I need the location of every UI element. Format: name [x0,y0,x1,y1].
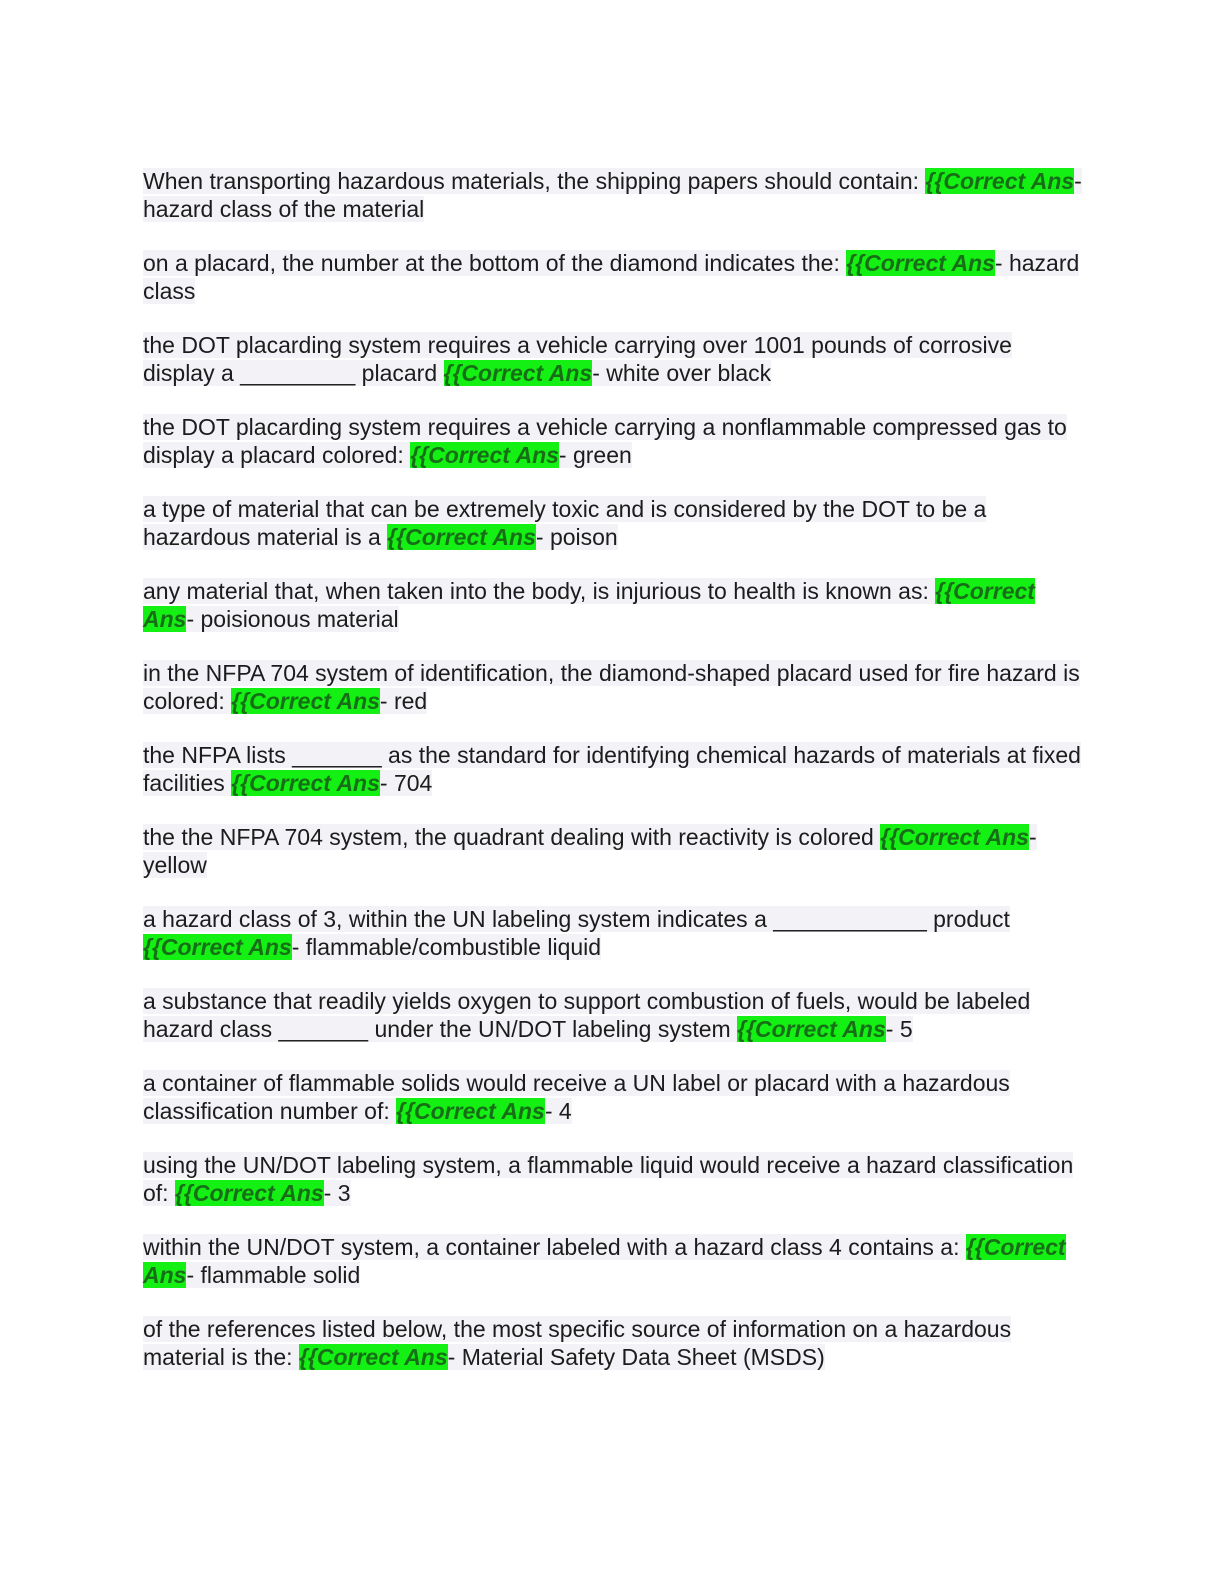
answer-text: - white over black [592,359,772,386]
qa-item-8 [143,742,1083,797]
question-text: on a placard, the number at the bottom of the diamond indicates the: [143,250,847,276]
question-text: of the references listed below, the most specific source of information on a hazardous material is the: [143,1316,1012,1370]
correct-answer-marker: {{Correct Ans [231,687,380,714]
correct-answer-marker: {{Correct Ans [298,1343,448,1370]
correct-answer-marker: {{Correct Ans [443,359,593,386]
answer-text: - flammable solid [186,1261,361,1288]
qa-item-3 [143,332,1083,387]
qa-item-14 [143,1234,1083,1289]
question-text: a container of flammable solids would receive a UN label or placard with a hazardous classification number of: [143,1070,1010,1124]
qa-item-1 [143,168,1083,223]
correct-answer-marker: {{Correct Ans [846,250,995,276]
qa-item-4 [143,414,1083,469]
qa-item-2 [143,250,1083,305]
answer-text: - hazard class [143,250,1080,304]
answer-text: - 4 [544,1097,572,1124]
correct-answer-marker: {{Correct Ans [925,168,1075,194]
question-text: the DOT placarding system requires a vehicle carrying over 1001 pounds of corrosive display a _________ placard [143,332,1012,386]
answer-text: - 5 [885,1015,913,1042]
correct-answer-marker: {{Correct Ans [410,441,559,468]
qa-item-9 [143,824,1083,879]
answer-text: - poison [535,523,618,550]
question-text: a substance that readily yields oxygen to support combustion of fuels, would be labeled hazard class _______ under the UN/DOT labeling system [143,988,1031,1042]
question-text: When transporting hazardous materials, the shipping papers should contain: [143,168,926,194]
question-text: in the NFPA 704 system of identification, the diamond-shaped placard used for fire hazard is colored: [143,660,1080,714]
answer-text: - 704 [379,769,433,796]
question-text: within the UN/DOT system, a container labeled with a hazard class 4 contains a: [143,1234,966,1260]
question-text: the the NFPA 704 system, the quadrant dealing with reactivity is colored [143,824,881,850]
correct-answer-marker: {{Correct Ans [231,769,380,796]
correct-answer-marker: {{Correct Ans [737,1015,886,1042]
correct-answer-marker: {{Correct Ans [143,933,292,960]
question-text: the DOT placarding system requires a vehicle carrying a nonflammable compressed gas to display a placard colored: [143,414,1067,468]
qa-item-13 [143,1152,1083,1207]
answer-text: - red [379,687,428,714]
question-text: a hazard class of 3, within the UN labeling system indicates a ____________ product [143,906,1010,932]
answer-text: - yellow [143,824,1037,878]
qa-item-5 [143,496,1083,551]
answer-text: - Material Safety Data Sheet (MSDS) [447,1343,825,1370]
correct-answer-marker: {{Correct Ans [143,1234,1066,1288]
correct-answer-marker: {{Correct Ans [880,824,1029,850]
qa-item-15 [143,1316,1083,1371]
qa-item-7 [143,660,1083,715]
qa-item-11 [143,988,1083,1043]
answer-text: - green [558,441,632,468]
correct-answer-marker: {{Correct Ans [174,1179,324,1206]
question-text: using the UN/DOT labeling system, a flammable liquid would receive a hazard classification of: [143,1152,1074,1206]
correct-answer-marker: {{Correct Ans [396,1097,545,1124]
correct-answer-marker: {{Correct Ans [143,578,1035,632]
question-text: any material that, when taken into the body, is injurious to health is known as: [143,578,936,604]
question-text: a type of material that can be extremely toxic and is considered by the DOT to be a hazardous material is a [143,496,987,550]
answer-text: - flammable/combustible liquid [291,933,602,960]
qa-item-6 [143,578,1083,633]
question-text: the NFPA lists _______ as the standard for identifying chemical hazards of materials at fixed facilities [143,742,1081,796]
answer-text: - poisionous material [186,605,399,632]
answer-text: - 3 [323,1179,351,1206]
qa-item-10 [143,906,1083,961]
document-page [143,168,1083,1398]
correct-answer-marker: {{Correct Ans [387,523,536,550]
qa-item-12 [143,1070,1083,1125]
answer-text: - hazard class of the material [143,168,1082,222]
